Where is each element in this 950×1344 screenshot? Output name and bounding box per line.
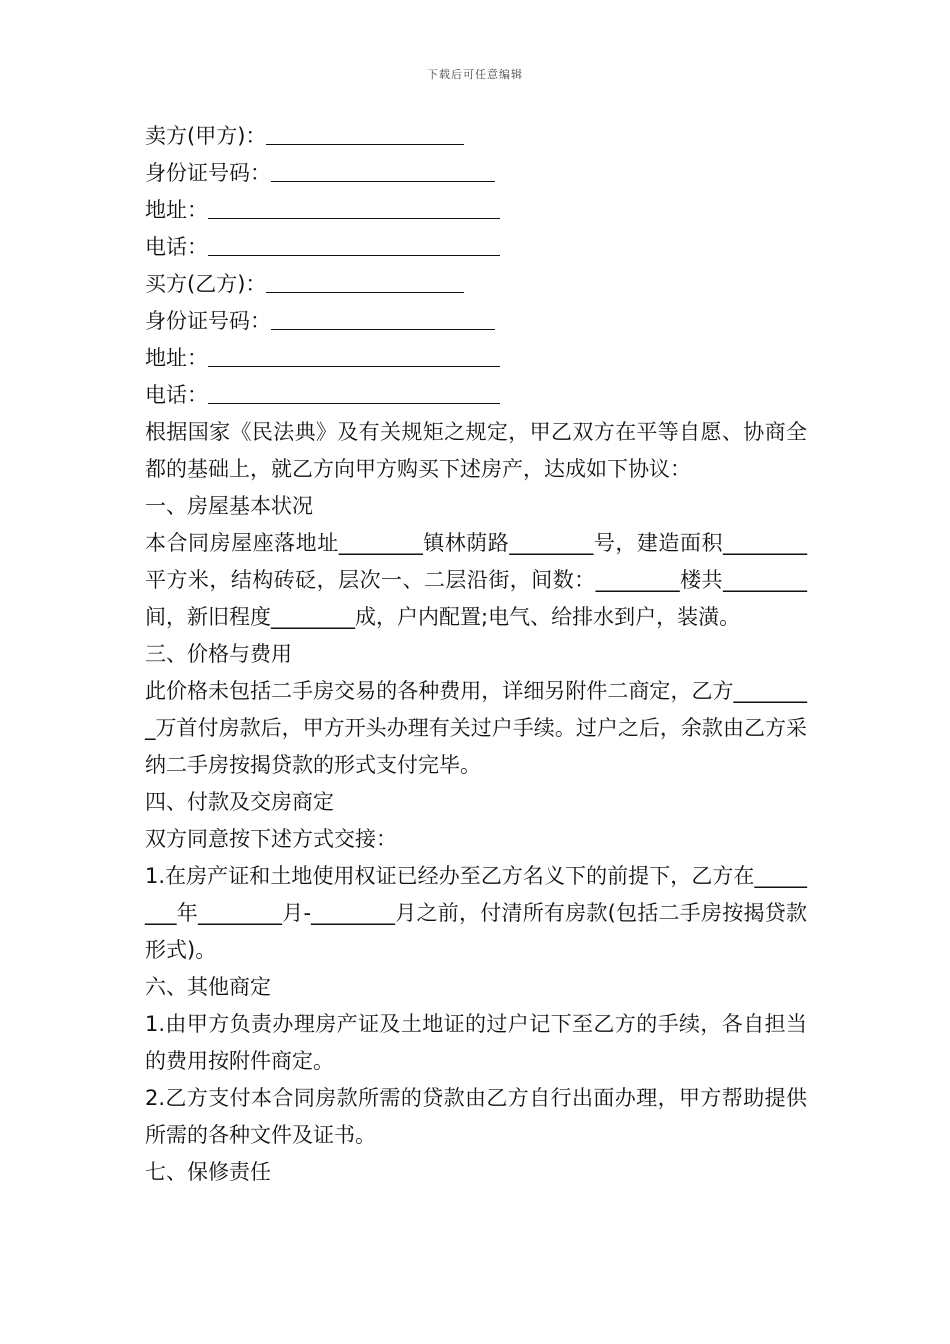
section-7-title: 七、保修责任 <box>145 1160 271 1184</box>
buyer-address-label: 地址： <box>145 346 208 370</box>
section-3-title: 三、价格与费用 <box>145 642 292 666</box>
section-4-subtitle: 双方同意按下述方式交接： <box>145 827 397 851</box>
seller-address-line <box>145 192 807 229</box>
buyer-address-line <box>145 340 807 377</box>
section-4-title: 四、付款及交房商定 <box>145 790 334 814</box>
intro-paragraph: 根据国家《民法典》及有关规矩之规定，甲乙双方在平等自愿、协商全都的基础上，就乙方向甲方购买下述房产，达成如下协议： <box>145 420 807 481</box>
buyer-label: 买方(乙方)： <box>145 272 267 296</box>
buyer-phone-label: 电话： <box>145 383 208 407</box>
seller-address-blank <box>208 196 500 219</box>
buyer-id-line <box>145 303 807 340</box>
seller-name-line <box>145 118 807 155</box>
buyer-id-blank <box>271 307 495 330</box>
buyer-address-blank <box>208 344 500 367</box>
section-4-item-1: 1.在房产证和土地使用权证已经办至乙方名义下的前提下，乙方在________年________月-________月之前，付清所有房款(包括二手房按揭贷款形式)。 <box>145 864 807 962</box>
header-note: 下载后可任意编辑 <box>427 68 523 81</box>
seller-phone-blank <box>208 233 500 256</box>
contract-body <box>145 118 807 1191</box>
seller-phone-label: 电话： <box>145 235 208 259</box>
seller-id-label: 身份证号码： <box>145 161 271 185</box>
buyer-name-line <box>145 266 807 303</box>
buyer-id-label: 身份证号码： <box>145 309 271 333</box>
seller-phone-line <box>145 229 807 266</box>
buyer-phone-blank <box>208 381 500 404</box>
seller-id-blank <box>271 159 495 182</box>
section-6-title: 六、其他商定 <box>145 975 271 999</box>
section-6-item-1: 1.由甲方负责办理房产证及土地证的过户记下至乙方的手续，各自担当的费用按附件商定。 <box>145 1012 807 1073</box>
seller-label: 卖方(甲方)： <box>145 124 267 148</box>
buyer-name-blank <box>266 270 464 293</box>
seller-name-blank <box>266 122 464 145</box>
seller-address-label: 地址： <box>145 198 208 222</box>
buyer-phone-line <box>145 377 807 414</box>
section-1-title: 一、房屋基本状况 <box>145 494 313 518</box>
section-1-body: 本合同房屋座落地址________镇林荫路________号，建造面积________平方米，结构砖砭，层次一、二层沿街，间数：________楼共________间，新旧程度________成，户内配置;电气、给排水到户，装潢。 <box>145 531 807 629</box>
seller-id-line <box>145 155 807 192</box>
section-3-body: 此价格未包括二手房交易的各种费用，详细另附件二商定，乙方________万首付房款后，甲方开头办理有关过户手续。过户之后，余款由乙方采纳二手房按揭贷款的形式支付完毕。 <box>145 679 807 777</box>
section-6-item-2: 2.乙方支付本合同房款所需的贷款由乙方自行出面办理，甲方帮助提供所需的各种文件及证书。 <box>145 1086 807 1147</box>
